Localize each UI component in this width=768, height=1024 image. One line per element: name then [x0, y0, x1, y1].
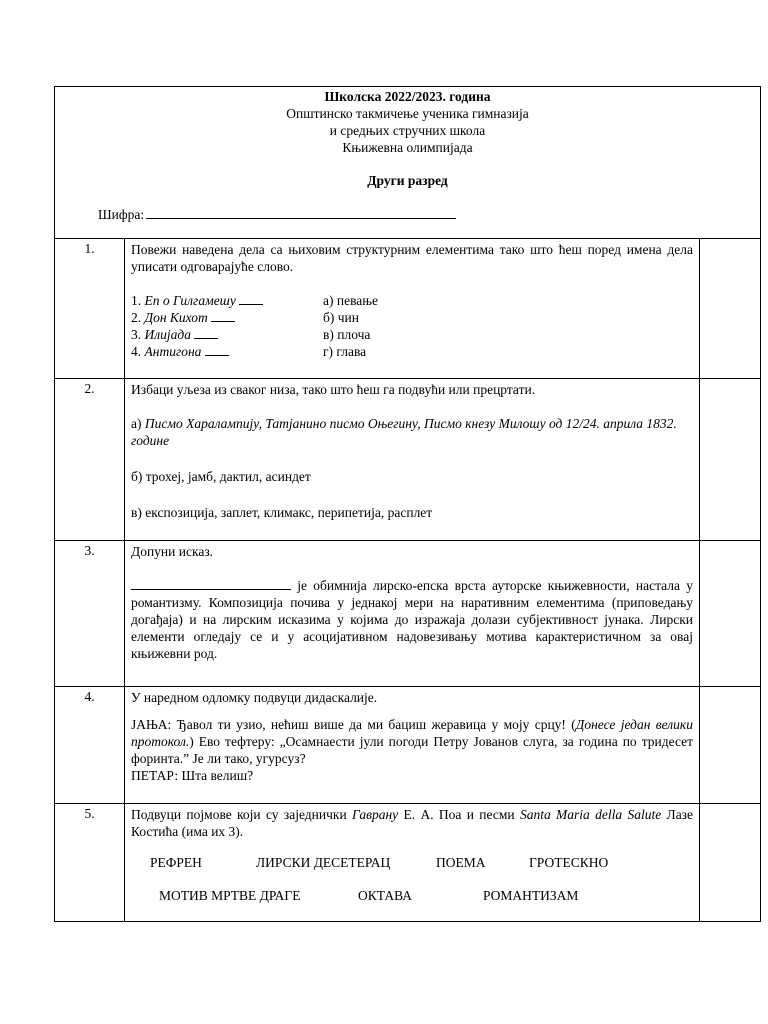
statement: је обимнија лирско-епска врста ауторске књижевности, настала у романтизму. Композиција почива у једнакој мери на наративним елементима (приповедању догађаја) и на лирским исказима у којима до изражаја долази субјективност јунака. Лирски елементи огледају се и у асоцијативном надовезивању мотива карактеристичном за овај књижевни род. — [131, 578, 693, 661]
code-blank[interactable] — [146, 206, 456, 219]
term[interactable]: ПОЕМА — [436, 855, 486, 870]
question-body — [125, 804, 700, 921]
score-cell — [700, 687, 760, 803]
question-body — [125, 687, 700, 803]
term[interactable]: МОТИВ МРТВЕ ДРАГЕ — [159, 888, 301, 903]
question-text: Избаци уљеза из сваког низа, тако што ћеш га подвући или прецртати. — [131, 382, 536, 397]
question-row-4 — [55, 687, 760, 804]
question-number: 4. — [55, 687, 125, 803]
code-label: Шифра: — [98, 207, 145, 222]
excerpt-line: ПЕТАР: Шта велиш? — [131, 768, 254, 783]
school-year: Школска 2022/2023. година — [324, 89, 491, 104]
olympiad-name: Књижевна олимпијада — [342, 140, 473, 155]
answer-blank[interactable] — [205, 343, 229, 356]
excerpt-line: ЈАЊА: Ђавол ти узио, нећиш више да ми бациш жеравица у моју срцу! (Донесе један велики протокол.) Ево тефтеру: „Осамнаести јули погоди Петру Јованов слуга, за година по тридесет форинта.” Је ли тако, угурсуз? — [131, 717, 693, 766]
series-a: а) Писмо Харалампију, Татјанино писмо Оњегину, Писмо кнезу Милошу од 12/24. априла 1832. године — [131, 416, 677, 448]
question-number: 2. — [55, 379, 125, 540]
question-number: 3. — [55, 541, 125, 686]
answer-blank[interactable] — [211, 309, 235, 322]
competition-subtitle: и средњих стручних школа — [329, 123, 486, 138]
series-b: б) трохеј, јамб, дактил, асиндет — [131, 469, 311, 484]
score-cell — [700, 379, 760, 540]
term[interactable]: ОКТАВА — [358, 888, 412, 903]
question-number: 5. — [55, 804, 125, 921]
competition-title: Општинско такмичење ученика гимназија — [286, 106, 529, 121]
series-c: в) експозиција, заплет, климакс, перипетија, расплет — [131, 505, 433, 520]
question-body — [125, 541, 700, 686]
term[interactable]: РОМАНТИЗАМ — [483, 888, 579, 903]
question-row-2 — [55, 379, 760, 541]
score-cell — [700, 804, 760, 921]
term-row-1 — [131, 854, 693, 871]
exam-header — [55, 88, 760, 239]
answer-blank[interactable] — [194, 326, 218, 339]
question-text: Допуни исказ. — [131, 544, 214, 559]
question-row-3 — [55, 541, 760, 687]
score-cell — [700, 541, 760, 686]
score-cell — [700, 239, 760, 378]
term-row-2 — [131, 887, 693, 904]
term[interactable]: РЕФРЕН — [150, 855, 202, 870]
match-item: 1. Еп о Гилгамешу а) певање — [131, 293, 379, 308]
question-text: Повежи наведена дела са њиховим структурним елементима тако што ћеш поред имена дела уписати одговарајуће слово. — [131, 242, 693, 274]
code-field[interactable] — [98, 206, 456, 223]
exam-sheet — [54, 86, 761, 922]
term[interactable]: ГРОТЕСКНО — [529, 855, 609, 870]
term[interactable]: ЛИРСКИ ДЕСЕТЕРАЦ — [256, 855, 391, 870]
question-text: Подвуци појмове који су заједнички Гаврану Е. А. Поа и песми Santa Maria della Salute Лазе Костића (има их 3). — [131, 807, 694, 839]
fill-in-blank[interactable] — [131, 577, 291, 590]
question-body — [125, 379, 700, 540]
question-number: 1. — [55, 239, 125, 378]
answer-blank[interactable] — [239, 292, 263, 305]
grade-title: Други разред — [367, 173, 448, 188]
question-row-1 — [55, 239, 760, 379]
match-item: 3. Илијада в) плоча — [131, 327, 371, 342]
match-item: 2. Дон Кихот б) чин — [131, 310, 359, 325]
question-row-5 — [55, 804, 760, 922]
question-text: У наредном одломку подвуци дидаскалије. — [131, 690, 378, 705]
question-body — [125, 239, 700, 378]
match-item: 4. Антигона г) глава — [131, 344, 367, 359]
